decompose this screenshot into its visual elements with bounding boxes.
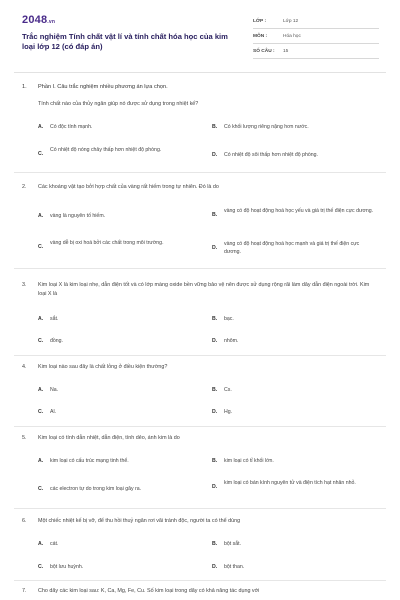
question-number: 7. (22, 588, 27, 594)
option-d[interactable]: D. Có nhiệt độ sôi thấp hơn nhiệt độ phòng. (212, 152, 318, 158)
question-2 (22, 183, 380, 192)
question-text: Một chiếc nhiệt kế bị vỡ, để thu hồi thuỷ ngân rơi vãi tránh độc, người ta có thể dùng (38, 518, 241, 524)
option-c[interactable]: C. vàng dễ bị oxi hoá bởi các chất trong môi trường. (38, 240, 164, 250)
question-text: Tính chất nào của thủy ngân giúp nó được sử dụng trong nhiệt kế? (38, 101, 199, 107)
option-d[interactable]: D. bột than. (212, 564, 245, 570)
divider (14, 268, 386, 269)
option-b[interactable]: B. Có khối lượng riêng nặng hơn nước. (212, 124, 309, 130)
meta-table (253, 14, 379, 59)
question-number: 3. (22, 282, 27, 288)
option-d[interactable]: D. Hg. (212, 409, 233, 415)
option-b[interactable]: B. bột sắt. (212, 541, 242, 547)
option-d[interactable]: D. nhôm. (212, 338, 239, 344)
option-c[interactable]: C. Al. (38, 409, 57, 415)
option-a[interactable]: A. kim loại có cấu trúc mạng tinh thể. (38, 458, 129, 464)
divider (14, 172, 386, 173)
option-c[interactable]: C. đồng. (38, 338, 63, 344)
option-b[interactable]: B. kim loại có tỉ khối lớn. (212, 458, 274, 464)
option-a[interactable]: A. Na. (38, 387, 59, 393)
question-text: Cho dãy các kim loại sau: K, Ca, Mg, Fe, Cu. Số kim loại trong dãy có khả năng tác dụng với (38, 588, 260, 594)
question-number: 2. (22, 184, 27, 190)
option-c[interactable]: C. bột lưu huỳnh. (38, 564, 84, 570)
meta-label: LỚP : (253, 18, 267, 24)
meta-row-grade (253, 14, 379, 29)
question-7 (22, 587, 380, 596)
option-a[interactable]: A. vàng là nguyên tố hiếm. (38, 213, 106, 219)
question-number: 5. (22, 435, 27, 441)
question-text: Kim loại có tính dẫn nhiệt, dẫn điện, tính dẻo, ánh kim là do (38, 435, 180, 441)
meta-value: 15 (283, 48, 289, 54)
meta-row-subject (253, 29, 379, 44)
header-divider (14, 72, 386, 73)
option-d[interactable]: D. vàng có độ hoạt động hoá học mạnh và giá trị thế điện cực dương. (212, 241, 360, 256)
section-title: Phần I. Câu trắc nghiệm nhiều phương án lựa chọn. (38, 84, 168, 90)
section-number: 1. (22, 84, 27, 90)
option-b[interactable]: B. bạc. (212, 316, 234, 322)
option-c[interactable]: C. Có nhiệt độ nóng chảy thấp hơn nhiệt độ phòng. (38, 147, 162, 157)
question-text: Kim loại nào sau đây là chất lỏng ở điều kiện thường? (38, 364, 168, 370)
site-logo[interactable]: 2048.vn (22, 14, 56, 26)
section-heading (22, 80, 380, 94)
question-3 (22, 281, 380, 298)
question-6 (22, 517, 380, 526)
divider (14, 580, 386, 581)
meta-row-count (253, 44, 379, 59)
option-b[interactable]: B. vàng có độ hoạt động hoá học yếu và giá trị thế điện cực dương. (212, 208, 374, 218)
document-header (0, 0, 400, 70)
question-text: Các khoáng vật tạo bởi hợp chất của vàng rất hiếm trong tự nhiên. Đó là do (38, 184, 219, 190)
meta-label: SỐ CÂU : (253, 48, 275, 54)
question-4 (22, 363, 380, 372)
document-title: Trắc nghiệm Tính chất vật lí và tính chất hóa học của kim loại lớp 12 (có đáp án) (22, 32, 228, 51)
option-d[interactable]: D. kim loại có bán kính nguyên tử và điện tích hạt nhân nhỏ. (212, 480, 356, 490)
option-a[interactable]: A. Có độc tính mạnh. (38, 124, 93, 130)
question-number: 6. (22, 518, 27, 524)
divider (14, 426, 386, 427)
option-c[interactable]: C. các electron tự do trong kim loại gây ra. (38, 486, 142, 492)
question-5 (22, 434, 380, 443)
meta-value: Lớp 12 (283, 18, 299, 24)
option-a[interactable]: A. cát. (38, 541, 59, 547)
question-text: Kim loại X là kim loại nhẹ, dẫn điện tốt và có lớp màng oxide bền vững bảo vệ nên được sử dụng rộng rãi làm dây dẫn điện ngoài trời. Kim loại X là (38, 282, 370, 297)
question-number (22, 100, 38, 109)
divider (14, 508, 386, 509)
option-b[interactable]: B. Cs. (212, 387, 232, 393)
divider (14, 355, 386, 356)
question-number: 4. (22, 364, 27, 370)
option-a[interactable]: A. sắt. (38, 316, 59, 322)
meta-label: MÔN : (253, 33, 268, 39)
meta-value: Hóa học (283, 33, 301, 39)
question-1 (22, 100, 380, 109)
